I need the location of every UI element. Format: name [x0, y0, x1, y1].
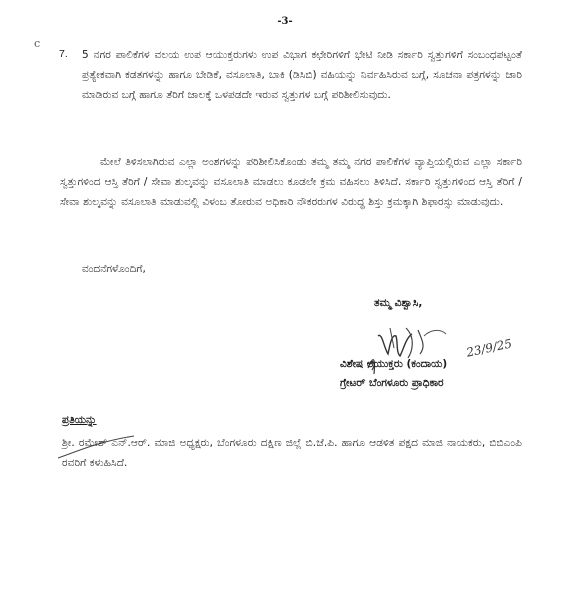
item-7-text: 5 ನಗರ ಪಾಲಿಕೆಗಳ ವಲಯ ಉಪ ಆಯುಕ್ತರುಗಳು ಉಪ ವಿಭಾಗ ಕಛೇರಿಗಳಿಗೆ ಭೇಟಿ ನೀಡಿ ಸರ್ಕಾರಿ ಸ್ವತ್ತುಗಳಿಗೆ ಸಂಬಂಧಪಟ್ಟಂತೆ ಪ್ರತ್ಯೇಕವಾಗಿ ಕಡತಗಳನ್ನು ಹಾಗೂ ಬೇಡಿಕೆ, ವಸೂಲಾತಿ, ಬಾಕಿ (ಡಿಸಿಬಿ) ವಹಿಯನ್ನು ನಿರ್ವಹಿಸಿರುವ ಬಗ್ಗೆ, ಸೂಚನಾ ಪತ್ರಗಳನ್ನು ಜಾರಿ ಮಾಡಿರುವ ಬಗ್ಗೆ ಹಾಗೂ ತೆರಿಗೆ ಜಾಲಕ್ಕೆ ಒಳಪಡದೇ ಇರುವ ಸ್ವತ್ತುಗಳ ಬಗ್ಗೆ ಪರಿಶೀಲಿಸುವುದು. — [82, 49, 522, 101]
item-7-number: 7. — [59, 48, 68, 60]
yours-faithfully: ತಮ್ಮ ವಿಶ್ವಾಸಿ, — [374, 297, 423, 309]
signature-date: 23/9/25 — [465, 336, 514, 360]
designation — [340, 355, 447, 393]
copy-recipient: ಶ್ರೀ. ರಮೇಶ್ ಎನ್.ಆರ್. ಮಾಜಿ ಅಧ್ಯಕ್ಷರು, ಬೆಂಗಳೂರು ದಕ್ಷಿಣ ಜಿಲ್ಲೆ ಬಿ.ಜೆ.ಪಿ. ಹಾಗೂ ಆಡಳಿತ ಪಕ್ಷದ ಮಾಜಿ ನಾಯಕರು, ಬಿಬಿಎಂಪಿ ರವರಿಗೆ ಕಳುಹಿಸಿದೆ. — [62, 437, 522, 469]
margin-mark: c — [34, 37, 41, 50]
designation-authority: ಗ್ರೇಟರ್ ಬೆಂಗಳೂರು ಪ್ರಾಧಿಕಾರ — [340, 377, 444, 389]
copy-heading: ಪ್ರತಿಯನ್ನು — [62, 414, 97, 426]
designation-title: ವಿಶೇಷ ಆಯುಕ್ತರು (ಕಂದಾಯ) — [340, 358, 448, 370]
page-number: -3- — [277, 16, 293, 27]
body-paragraph: ಮೇಲೆ ತಿಳಿಸಲಾಗಿರುವ ಎಲ್ಲಾ ಅಂಶಗಳನ್ನು ಪರಿಶೀಲಿಸಿಕೊಂಡು ತಮ್ಮ ತಮ್ಮ ನಗರ ಪಾಲಿಕೆಗಳ ವ್ಯಾಪ್ತಿಯಲ್ಲಿರುವ ಎಲ್ಲಾ ಸರ್ಕಾರಿ ಸ್ವತ್ತುಗಳಿಂದ ಆಸ್ತಿ ತೆರಿಗೆ / ಸೇವಾ ಶುಲ್ಕವನ್ನು ವಸೂಲಾತಿ ಮಾಡಲು ಕೂಡಲೇ ಕ್ರಮ ವಹಿಸಲು ತಿಳಿಸಿದೆ. ಸರ್ಕಾರಿ ಸ್ವತ್ತುಗಳಿಂದ ಆಸ್ತಿ ತೆರಿಗೆ / ಸೇವಾ ಶುಲ್ಕವನ್ನು ವಸೂಲಾತಿ ಮಾಡುವಲ್ಲಿ ವಿಳಂಬ ತೋರುವ ಅಧಿಕಾರಿ ನೌಕರರುಗಳ ವಿರುದ್ಧ ಶಿಸ್ತು ಕ್ರಮಕ್ಕಾಗಿ ಶಿಫಾರಸ್ಸು ಮಾಡುವುದು. — [60, 156, 522, 208]
closing-salutation: ವಂದನೆಗಳೊಂದಿಗೆ, — [82, 263, 146, 275]
